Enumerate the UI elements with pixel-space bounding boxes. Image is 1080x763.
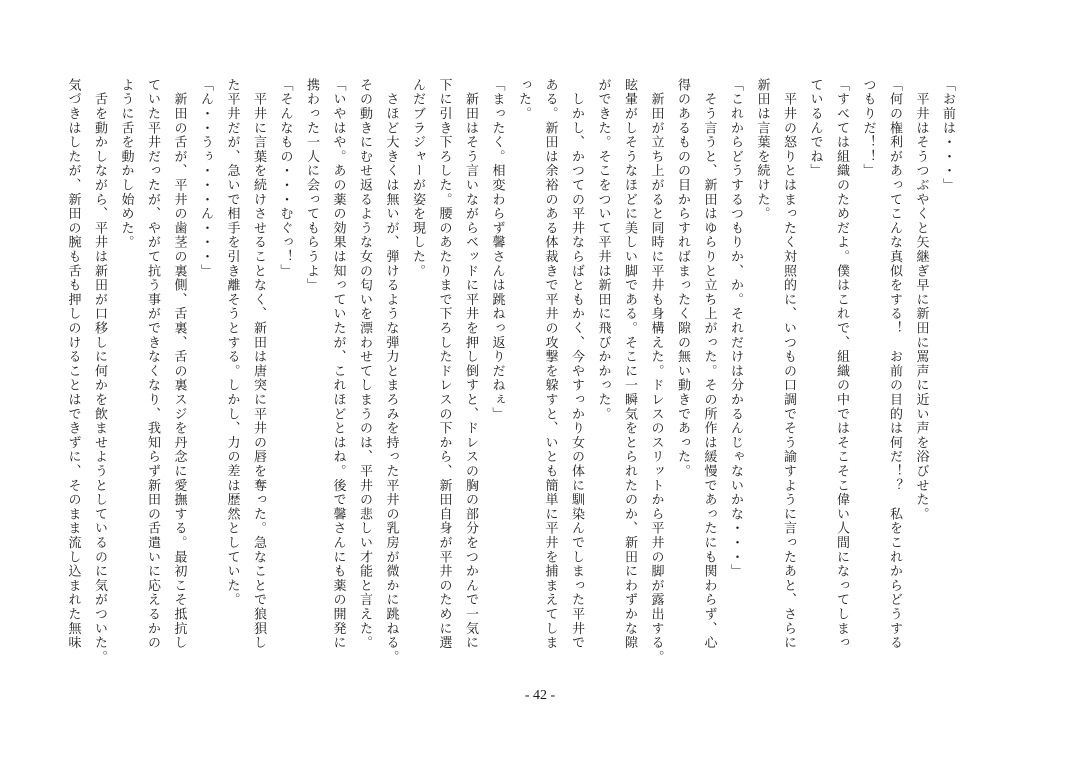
- text-line: しかし、かつての平井ならばともかく、今やすっかり女の体に馴染んでしまった平井で: [569, 78, 584, 650]
- text-line: 「まったく。相変わらず馨さんは跳ねっ返りだねぇ」: [489, 78, 505, 422]
- text-line: 「そんなもの・・・むぐっ！」: [277, 78, 293, 279]
- text-line: 新田の舌が、平井の歯茎の裏側、舌裏、舌の裏スジを丹念に愛撫する。最初こそ抵抗し: [171, 78, 187, 650]
- vertical-text-body: [65, 78, 960, 678]
- text-line: 平井に言葉を続けさせることなく、新田は唐突に平井の唇を奪った。急なことで狼狽し: [251, 78, 266, 650]
- text-line: 「これからどうするつもりか、か。それだけは分かるんじゃないかな・・・」: [728, 78, 743, 579]
- text-line: 下に引き下ろした。腰のあたりまで下ろしたドレスの下から、新田自身が平井のために選: [436, 78, 452, 650]
- text-line: った。: [516, 78, 531, 121]
- text-line: 得のあるものの目からすればまったく隙の無い動きであった。: [675, 78, 690, 479]
- text-line: 平井の怒りとはまったく対照的に、いつもの口調でそう諭すように言ったあと、さらに: [781, 78, 796, 650]
- text-line: 「何の権利があってこんな真似をする！ お前の目的は何だ！？ 私をこれからどうする: [887, 78, 902, 650]
- text-line: 新田は言葉を続けた。: [754, 78, 770, 221]
- text-line: んだブラジャーが姿を現した。: [410, 78, 425, 279]
- text-line: 「いやはや。あの薬の効果は知っていたが、これほどとはね。後で馨さんにも薬の開発に: [330, 78, 346, 650]
- text-line: 「ん・・うぅ・・・ん・・・」: [198, 78, 213, 279]
- text-line: 携わった一人に会ってもらうよ」: [304, 78, 319, 293]
- text-line: ていた平井だったが、やがて抗う事ができなくなり、我知らず新田の舌遣いに応えるかの: [145, 78, 160, 650]
- text-line: 新田が立ち上がると同時に平井も身構えた。ドレスのスリットから平井の脚が露出する。: [648, 78, 664, 665]
- text-line: つもりだ！！」: [860, 78, 876, 179]
- text-line: さほど大きくは無いが、弾けるような弾力とまろみを持った平井の乳房が微かに跳ねる。: [383, 78, 399, 665]
- text-line: 平井はそうつぶやくと矢継ぎ早に新田に罵声に近い声を浴びせた。: [913, 78, 929, 522]
- page-number: - 42 -: [524, 688, 556, 703]
- text-line: 新田はそう言いながらベッドに平井を押し倒すと、ドレスの胸の部分をつかんで一気に: [463, 78, 478, 650]
- text-line: ように舌を動かし始めた。: [118, 78, 134, 250]
- text-line: 眩暈がしそうなほどに美しい脚である。そこに一瞬気をとられたのか、新田にわずかな隙: [622, 78, 637, 650]
- text-line: 舌を動かしながら、平井は新田が口移しに何かを飲ませようとしているのに気がついた。: [92, 78, 107, 665]
- text-line: 「お前は・・・」: [940, 78, 955, 193]
- text-line: ているんでね」: [807, 78, 823, 179]
- text-line: 気づきはしたが、新田の腕も舌も押しのけることはできずに、そのまま流し込まれた無味: [65, 78, 81, 650]
- text-line: その動きにむせ返るような女の匂いを漂わせてしまうのは、平井の悲しい才能と言えた。: [357, 78, 372, 650]
- text-line: ができた。そこをついて平井は新田に飛びかかった。: [595, 78, 611, 422]
- text-line: た平井だが、急いで相手を引き離そうとする。しかし、力の差は歴然としていた。: [224, 78, 240, 608]
- text-line: 「すべては組織のためだよ。僕はこれで、組織の中ではそこそこ偉い人間になってしまっ: [834, 78, 849, 650]
- text-line: そう言うと、新田はゆらりと立ち上がった。その所作は緩慢であったにも関わらず、心: [701, 78, 717, 650]
- text-line: ある。新田は余裕のある体裁きで平井の攻撃を躱すと、いとも簡単に平井を捕まえてしま: [542, 78, 558, 650]
